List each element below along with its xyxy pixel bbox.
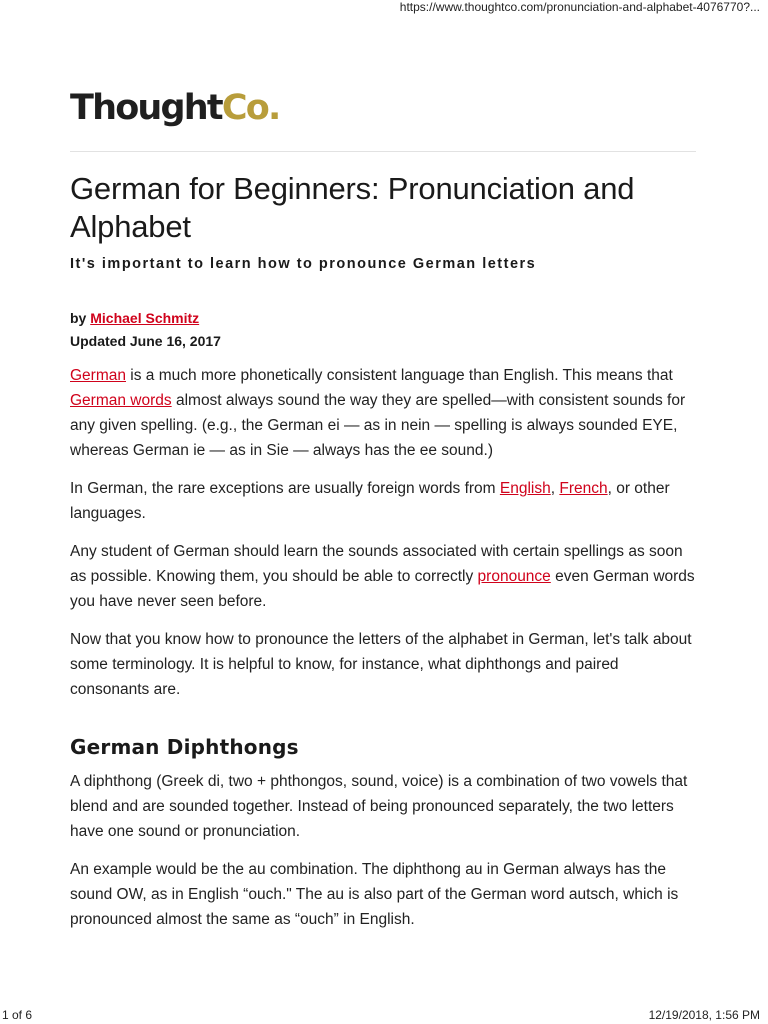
- section-heading-diphthongs: German Diphthongs: [70, 735, 299, 759]
- paragraph-3-text-b: even German words you have never seen before.: [70, 568, 695, 610]
- page-url: https://www.thoughtco.com/pronunciation-and-alphabet-4076770?...: [399, 0, 760, 14]
- paragraph-1: [70, 363, 698, 463]
- by-label: by: [70, 310, 87, 326]
- paragraph-1-text-b: almost always sound the way they are spelled—with consistent sounds for any given spelling. (e.g., the German ei — as in nein — spelling is always sounded EYE, whereas German ie — as in Sie — always has the ee sound.): [70, 392, 686, 459]
- header-divider: [70, 151, 696, 152]
- updated-date: Updated June 16, 2017: [70, 333, 221, 349]
- link-pronounce[interactable]: pronounce: [477, 568, 551, 585]
- paragraph-2-text-b: , or other languages.: [70, 480, 670, 522]
- paragraph-4: Now that you know how to pronounce the letters of the alphabet in German, let's talk about some terminology. It is helpful to know, for instance, what diphthongs and paired consonants are.: [70, 631, 692, 698]
- paragraph-3: [70, 539, 698, 614]
- byline: [70, 310, 698, 326]
- page-counter: 1 of 6: [2, 1008, 33, 1022]
- paragraph-2: [70, 476, 698, 526]
- paragraph-3-text-a: Any student of German should learn the sounds associated with certain spellings as soon as possible. Knowing them, you should be able to correctly: [70, 543, 683, 585]
- link-english[interactable]: English: [499, 480, 551, 497]
- link-german[interactable]: German: [70, 367, 126, 384]
- paragraph-2-separator: ,: [550, 480, 560, 497]
- article-title: German for Beginners: Pronunciation and Alphabet: [70, 171, 635, 244]
- logo-main-text: Thought: [70, 88, 222, 128]
- link-german-words[interactable]: German words: [70, 392, 172, 409]
- author-link[interactable]: Michael Schmitz: [90, 310, 200, 326]
- article-subtitle: It's important to learn how to pronounce German letters: [70, 256, 537, 272]
- article-body: [70, 170, 698, 932]
- paragraph-2-text-a: In German, the rare exceptions are usually foreign words from: [70, 480, 500, 497]
- paragraph-6: An example would be the au combination. The diphthong au in German always has the sound OW, as in English “ouch." The au is also part of the German word autsch, which is pronounced almost the same as “ouch” in English.: [70, 861, 679, 928]
- paragraph-5: A diphthong (Greek di, two + phthongos, sound, voice) is a combination of two vowels that blend and are sounded together. Instead of being pronounced separately, the two letters have one sound or pronunciation.: [70, 773, 688, 840]
- logo-accent-text: Co.: [221, 88, 280, 128]
- link-french[interactable]: French: [559, 480, 608, 497]
- print-timestamp: 12/19/2018, 1:56 PM: [648, 1008, 760, 1022]
- site-logo[interactable]: [70, 88, 280, 128]
- paragraph-1-text-a: is a much more phonetically consistent language than English. This means that: [126, 367, 673, 384]
